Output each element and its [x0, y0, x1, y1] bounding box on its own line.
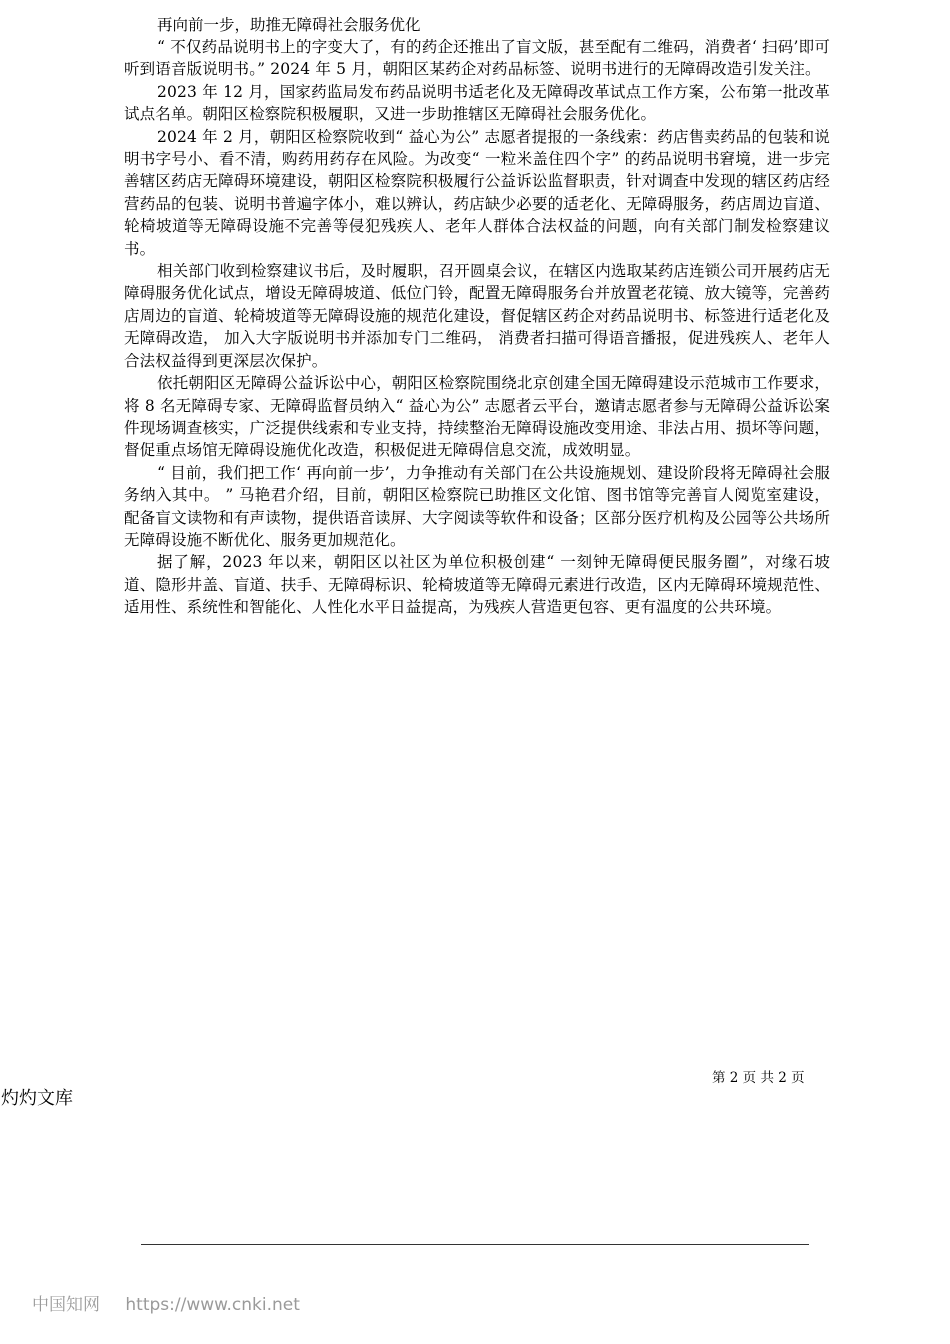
watermark-label: 灼灼文库	[1, 1088, 73, 1109]
article-paragraph: 2024 年 2 月，朝阳区检察院收到“ 益心为公” 志愿者提报的一条线索：药店售卖药品的包装和说明书字号小、看不清，购药用药存在风险。为改变“ 一粒米盖住四个字” 的药品说明书窘境，进一步完善辖区药店无障碍环境建设，朝阳区检察院积极履行公益诉讼监督职责，针对调查中发现的辖区药店经营药品的包装、说明书普遍字体小，难以辨认，药店缺少必要的适老化、无障碍服务，药店周边盲道、轮椅坡道等无障碍设施不完善等侵犯残疾人、老年人群体合法权益的问题，向有关部门制发检察建议书。	[124, 127, 830, 258]
article-paragraph: 依托朝阳区无障碍公益诉讼中心，朝阳区检察院围绕北京创建全国无障碍建设示范城市工作要求，将 8 名无障碍专家、无障碍监督员纳入“ 益心为公” 志愿者云平台，邀请志愿者参与无障碍公益诉讼案件现场调查核实，广泛提供线索和专业支持，持续整治无障碍设施改变用途、非法占用、损坏等问题，督促重点场馆无障碍设施优化改造，积极促进无障碍信息交流，成效明显。	[124, 374, 830, 460]
article-heading: 再向前一步，助推无障碍社会服务优化	[157, 16, 421, 34]
footer	[32, 1294, 300, 1316]
article-paragraph: 相关部门收到检察建议书后，及时履职，召开圆桌会议，在辖区内选取某药店连锁公司开展药店无障碍服务优化试点，增设无障碍坡道、低位门铃，配置无障碍服务台并放置老花镜、放大镜等，完善药店周边的盲道、轮椅坡道等无障碍设施的规范化建设，督促辖区药企对药品说明书、标签进行适老化及无障碍改造， 加入大字版说明书并添加专门二维码， 消费者扫描可得语音播报，促进残疾人、老年人合法权益得到更深层次保护。	[124, 262, 830, 370]
footer-site-url[interactable]: https://www.cnki.net	[125, 1295, 300, 1315]
page-number: 第 2 页 共 2 页	[712, 1070, 805, 1086]
article-paragraph: “ 不仅药品说明书上的字变大了，有的药企还推出了盲文版，甚至配有二维码，消费者‘ 扫码’即可听到语音版说明书。” 2024 年 5 月，朝阳区某药企对药品标签、说明书进行的无障碍改造引发关注。	[124, 38, 830, 79]
article-paragraph: “ 目前，我们把工作‘ 再向前一步’，力争推动有关部门在公共设施规划、建设阶段将无障碍社会服务纳入其中。 ” 马艳君介绍，目前，朝阳区检察院已助推区文化馆、图书馆等完善盲人阅览室建设，配备盲文读物和有声读物，提供语音读屏、大字阅读等软件和设备；区部分医疗机构及公园等公共场所无障碍设施不断优化、服务更加规范化。	[124, 463, 830, 549]
footer-site-name: 中国知网	[32, 1295, 100, 1315]
article-paragraph: 据了解，2023 年以来，朝阳区以社区为单位积极创建“ 一刻钟无障碍便民服务圈”，对缘石坡道、隐形井盖、盲道、扶手、无障碍标识、轮椅坡道等无障碍元素进行改造，区内无障碍环境规范性、适用性、系统性和智能化、人性化水平日益提高，为残疾人营造更包容、更有温度的公共环境。	[124, 553, 830, 617]
footer-divider	[141, 1244, 809, 1245]
article-body	[124, 14, 830, 619]
article-paragraph: 2023 年 12 月，国家药监局发布药品说明书适老化及无障碍改革试点工作方案，公布第一批改革试点名单。朝阳区检察院积极履职，又进一步助推辖区无障碍社会服务优化。	[124, 82, 830, 124]
